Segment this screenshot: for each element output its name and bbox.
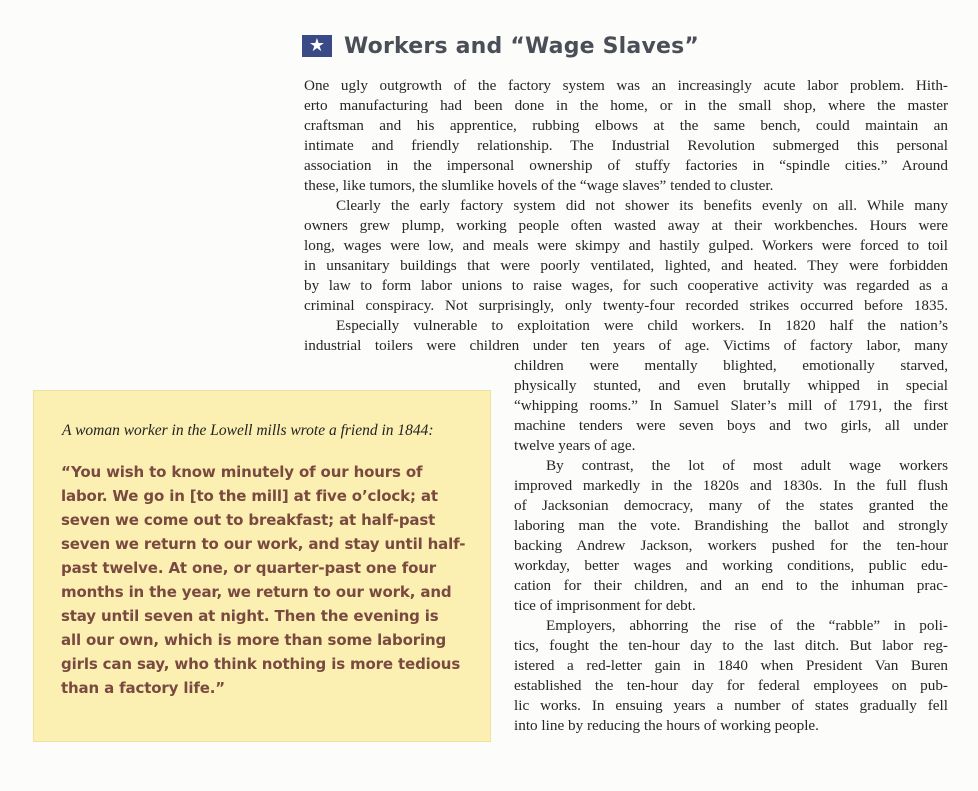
body-line: tics, fought the ten-hour day to the last ditch. But labor reg-: [514, 637, 948, 654]
body-line: One ugly outgrowth of the factory system was an increasingly acute labor problem. Hith-: [304, 77, 948, 94]
body-line: intimate and friendly relationship. The Industrial Revolution submerged this personal: [304, 137, 948, 154]
body-line: established the ten-hour day for federal employees on pub-: [514, 677, 948, 694]
body-line: in unsanitary buildings that were poorly ventilated, lighted, and heated. They were forbidden: [304, 257, 948, 274]
body-line: Especially vulnerable to exploitation were child workers. In 1820 half the nation’s: [336, 317, 948, 334]
body-line: erto manufacturing had been done in the home, or in the small shop, where the master: [304, 97, 948, 114]
body-line: long, wages were low, and meals were skimpy and hastily gulped. Workers were forced to toil: [304, 237, 948, 254]
body-line: istered a red-letter gain in 1840 when President Van Buren: [514, 657, 948, 674]
body-line: association in the impersonal ownership of stuffy factories in “spindle cities.” Around: [304, 157, 948, 174]
body-line: improved markedly in the 1820s and 1830s. In the full flush: [514, 477, 948, 494]
body-line: lic works. In ensuing years a number of states gradually fell: [514, 697, 948, 714]
body-line: physically stunted, and even brutally whipped in special: [514, 377, 948, 394]
body-line: into line by reducing the hours of working people.: [514, 717, 819, 734]
quote-line: labor. We go in [to the mill] at five o’clock; at: [61, 487, 438, 505]
body-line: “whipping rooms.” In Samuel Slater’s mill of 1791, the first: [514, 397, 948, 414]
body-line: Clearly the early factory system did not shower its benefits evenly on all. While many: [336, 197, 948, 214]
quote-line: months in the year, we return to our work, and: [61, 583, 452, 601]
quote-line: all our own, which is more than some laboring: [61, 631, 447, 649]
quote-sidebar: [33, 390, 491, 742]
body-line: laboring man the vote. Brandishing the ballot and strongly: [514, 517, 948, 534]
quote-line: stay until seven at night. Then the evening is: [61, 607, 439, 625]
quote-line: past twelve. At one, or quarter-past one four: [61, 559, 437, 577]
body-line: these, like tumors, the slumlike hovels of the “wage slaves” tended to cluster.: [304, 177, 774, 194]
star-icon: ★: [302, 35, 332, 57]
quote-line: girls can say, who think nothing is more tedious: [61, 655, 461, 673]
body-line: Employers, abhorring the rise of the “rabble” in poli-: [546, 617, 948, 634]
body-line: of Jacksonian democracy, many of the states granted the: [514, 497, 948, 514]
body-line: backing Andrew Jackson, workers pushed for the ten-hour: [514, 537, 948, 554]
body-line: by law to form labor unions to raise wages, for such cooperative activity was regarded as a: [304, 277, 948, 294]
quote-line: than a factory life.”: [61, 679, 226, 697]
sidebar-intro: A woman worker in the Lowell mills wrote a friend in 1844:: [62, 422, 434, 439]
quote-line: seven we return to our work, and stay until half-: [61, 535, 466, 553]
body-line: criminal conspiracy. Not surprisingly, only twenty-four recorded strikes occurred before 1835.: [304, 297, 948, 314]
body-line: craftsman and his apprentice, rubbing elbows at the same bench, could maintain an: [304, 117, 948, 134]
body-line: owners grew plump, working people often wasted away at their workbenches. Hours were: [304, 217, 948, 234]
body-line: By contrast, the lot of most adult wage workers: [546, 457, 948, 474]
quote-line: “You wish to know minutely of our hours of: [61, 463, 423, 481]
quote-line: seven we come out to breakfast; at half-past: [61, 511, 436, 529]
body-line: workday, better wages and working conditions, public edu-: [514, 557, 948, 574]
body-line: twelve years of age.: [514, 437, 636, 454]
body-line: tice of imprisonment for debt.: [514, 597, 696, 614]
body-line: machine tenders were seven boys and two girls, all under: [514, 417, 948, 434]
body-line: cation for their children, and an end to the inhuman prac-: [514, 577, 948, 594]
section-title: Workers and “Wage Slaves”: [344, 33, 700, 59]
section-heading: [302, 30, 699, 62]
body-line: children were mentally blighted, emotionally starved,: [514, 357, 948, 374]
body-line: industrial toilers were children under ten years of age. Victims of factory labor, many: [304, 337, 948, 354]
